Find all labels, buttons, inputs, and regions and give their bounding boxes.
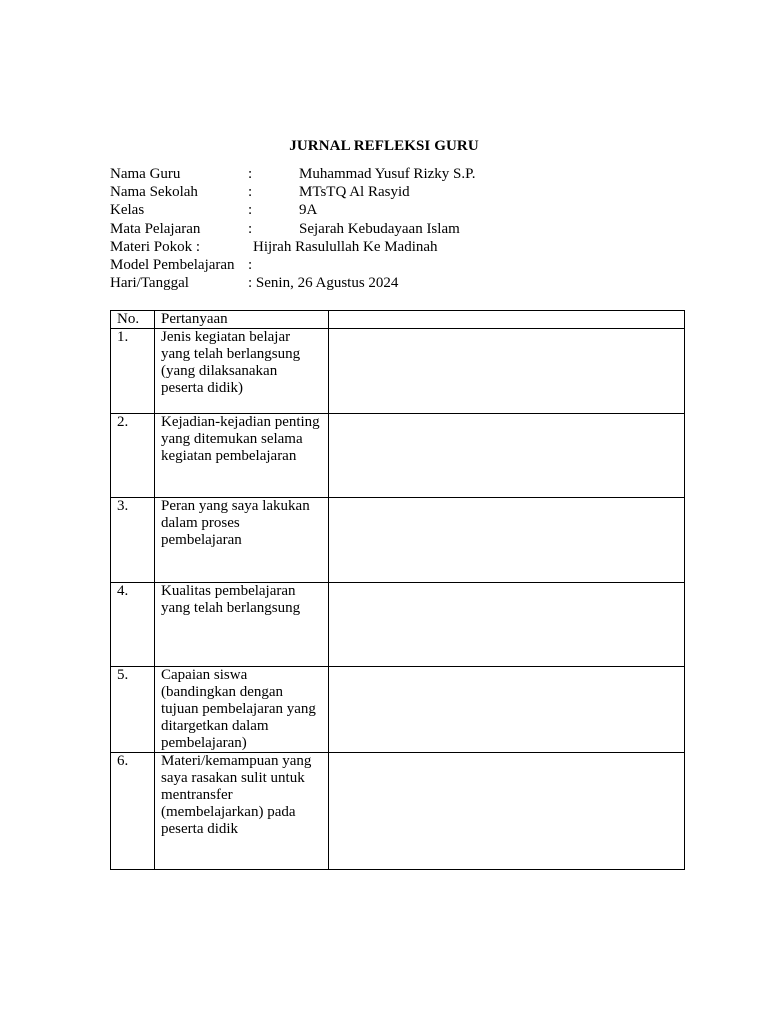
row-answer-cell[interactable] (329, 414, 685, 498)
info-label: Nama Guru (110, 166, 181, 182)
row-question: Materi/kemampuan yang saya rasakan sulit untuk mentransfer (membelajarkan) pada peserta didik (155, 753, 329, 870)
table-row (111, 667, 685, 753)
table-row (111, 414, 685, 498)
table-header-row (111, 311, 685, 329)
row-question: Capaian siswa (bandingkan dengan tujuan pembelajaran yang ditargetkan dalam pembelajaran) (155, 667, 329, 753)
teacher-info-block (110, 165, 670, 292)
info-separator: : (248, 220, 253, 237)
table-row (111, 329, 685, 414)
row-question: Jenis kegiatan belajar yang telah berlangsung (yang dilaksanakan peserta didik) (155, 329, 329, 414)
table-row (111, 753, 685, 870)
row-number: 4. (111, 583, 155, 667)
info-separator: : (248, 184, 253, 201)
info-separator: : (248, 166, 253, 182)
row-answer-cell[interactable] (329, 667, 685, 753)
row-question: Peran yang saya lakukan dalam proses pembelajaran (155, 498, 329, 583)
row-number: 1. (111, 329, 155, 414)
header-question: Pertanyaan (155, 311, 329, 329)
table-row (111, 498, 685, 583)
row-number: 3. (111, 498, 155, 583)
info-separator: : (248, 256, 253, 273)
row-answer-cell[interactable] (329, 753, 685, 870)
info-value: MTsTQ Al Rasyid (299, 184, 410, 201)
row-question: Kualitas pembelajaran yang telah berlangsung (155, 583, 329, 667)
info-row-learning-model (110, 256, 670, 274)
info-row-class (110, 201, 670, 219)
info-value: 9A (299, 202, 318, 219)
info-row-main-topic (110, 238, 670, 256)
info-separator: : Senin, 26 Agustus 2024 (248, 275, 399, 292)
info-row-date (110, 274, 670, 292)
info-value: Hijrah Rasulullah Ke Madinah (253, 238, 438, 255)
row-answer-cell[interactable] (329, 498, 685, 583)
info-row-subject (110, 220, 670, 238)
info-value: Sejarah Kebudayaan Islam (299, 220, 460, 237)
header-answer (329, 311, 685, 329)
row-answer-cell[interactable] (329, 329, 685, 414)
info-label: Nama Sekolah (110, 184, 198, 201)
row-number: 5. (111, 667, 155, 753)
row-answer-cell[interactable] (329, 583, 685, 667)
reflection-table (110, 310, 685, 870)
info-value: Muhammad Yusuf Rizky S.P. (299, 166, 476, 182)
header-no: No. (111, 311, 155, 329)
info-row-school-name (110, 183, 670, 201)
row-number: 2. (111, 414, 155, 498)
info-label: Model Pembelajaran (110, 256, 235, 273)
table-row (111, 583, 685, 667)
info-label: Hari/Tanggal (110, 275, 189, 292)
row-question: Kejadian-kejadian penting yang ditemukan selama kegiatan pembelajaran (155, 414, 329, 498)
row-number: 6. (111, 753, 155, 870)
info-row-teacher-name (110, 165, 670, 183)
info-label: Materi Pokok : (110, 238, 200, 255)
document-title: JURNAL REFLEKSI GURU (289, 138, 479, 154)
info-separator: : (248, 202, 253, 219)
info-label: Kelas (110, 202, 145, 219)
info-label: Mata Pelajaran (110, 220, 201, 237)
